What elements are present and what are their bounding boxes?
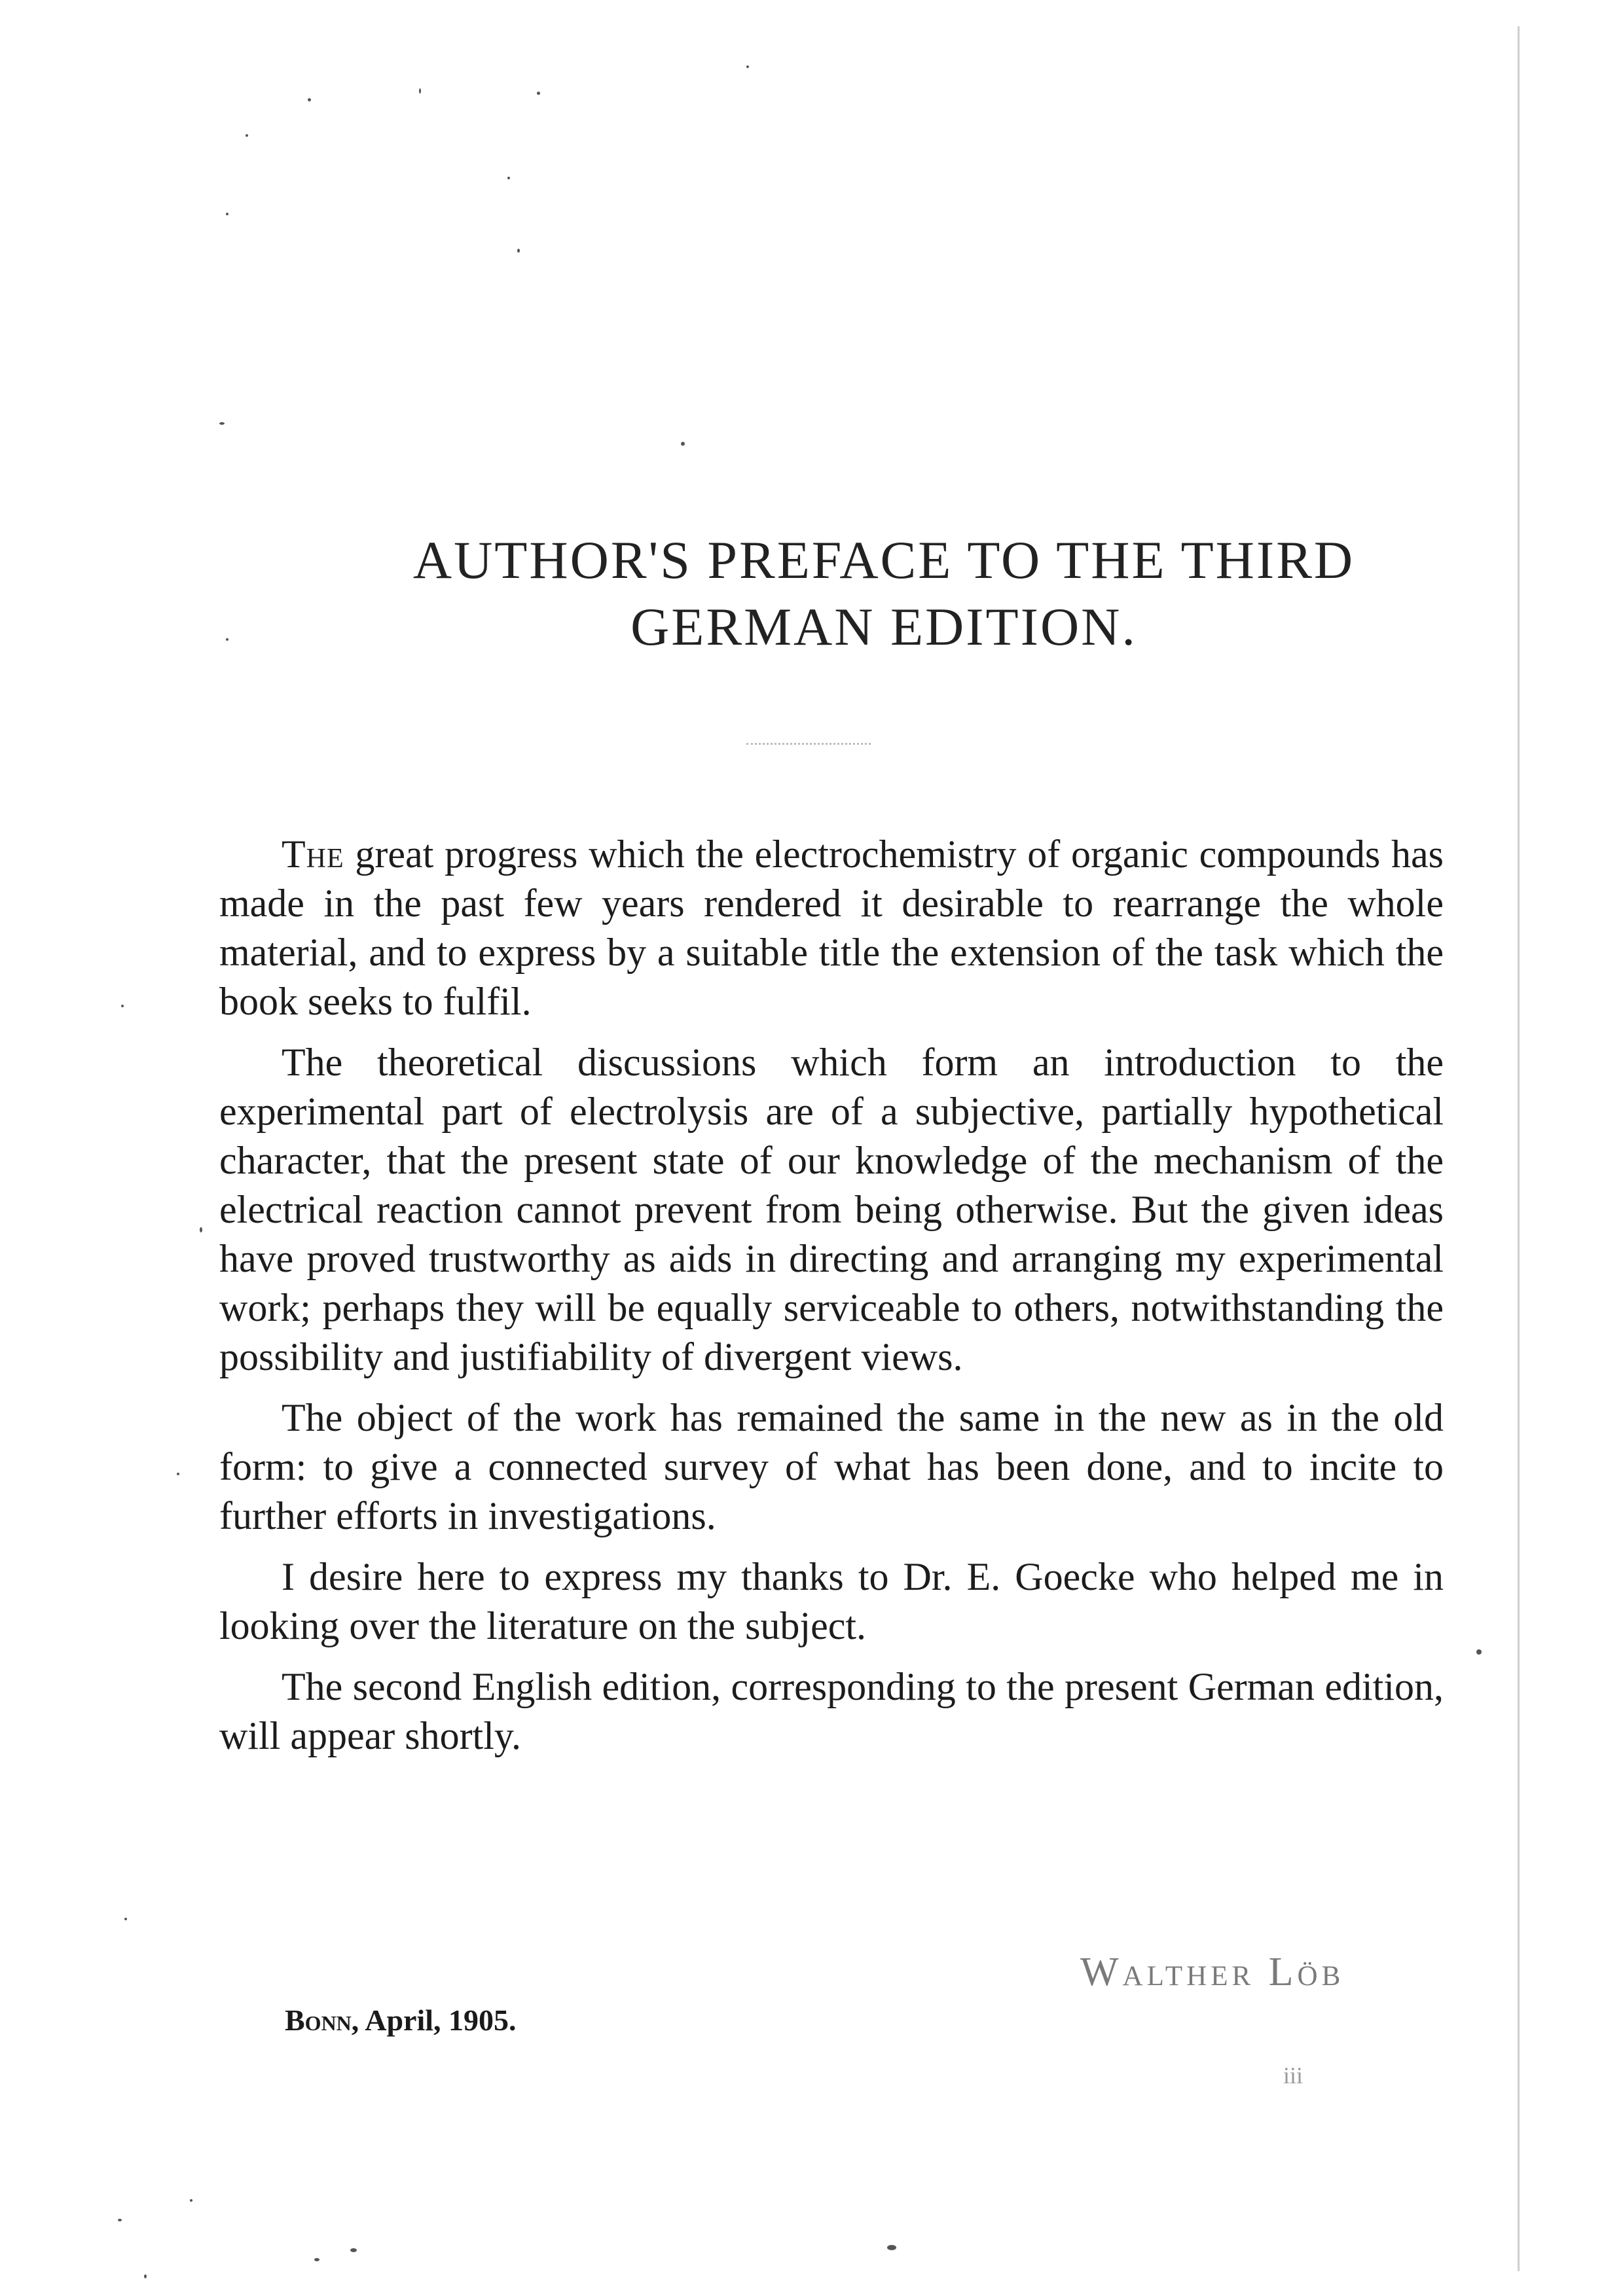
scan-speck (226, 213, 228, 215)
title-separator (746, 743, 871, 745)
page-number: iii (1283, 2062, 1304, 2089)
scan-speck (190, 2199, 192, 2202)
page-title (262, 527, 1506, 660)
dateline-date: , April, 1905. (351, 2003, 517, 2037)
scan-speck (537, 92, 540, 95)
scan-speck (144, 2274, 147, 2278)
scan-speck (200, 1227, 202, 1232)
preface-body (219, 830, 1444, 1772)
dateline (285, 2003, 517, 2037)
paragraph-1 (219, 830, 1444, 1026)
title-line-1: AUTHOR'S PREFACE TO THE THIRD (412, 530, 1355, 590)
page-edge-rule (1518, 26, 1520, 2271)
paragraph-lead: The (282, 833, 344, 876)
paragraph-text: great progress which the electrochemistry of organic compounds has made in the past few years rendered it desirable to rearrange the whole material, and to express by a suitable title the extension of the task which the book seeks to fulfil. (219, 833, 1444, 1023)
title-line-2: GERMAN EDITION. (630, 597, 1137, 656)
scan-speck (1476, 1649, 1482, 1655)
scan-speck (121, 1005, 124, 1007)
paragraph-4 (219, 1552, 1444, 1651)
paragraph-text: The object of the work has remained the same in the new as in the old form: to give a connected survey of what has been done, and to incite to further efforts in investigations. (219, 1396, 1444, 1537)
scan-speck (226, 638, 228, 641)
paragraph-2 (219, 1038, 1444, 1382)
scan-speck (246, 134, 248, 137)
paragraph-3 (219, 1393, 1444, 1541)
scan-speck (118, 2219, 122, 2221)
scan-speck (177, 1473, 179, 1475)
scan-speck (681, 442, 685, 446)
paragraph-text: The theoretical discussions which form an introduction to the experimental part of electrolysis are of a subjective, partially hypothetical character, that the present state of our knowledge of the mechanism of the electrical reaction cannot prevent from being otherwise. But the given ideas have proved trustworthy as aids in directing and arranging my experimental work; perhaps they will be equally serviceable to others, notwithstanding the possibility and justifiability of divergent views. (219, 1041, 1444, 1378)
scan-speck (746, 65, 749, 68)
paragraph-text: I desire here to express my thanks to Dr. E. Goecke who helped me in looking over the literature on the subject. (219, 1555, 1444, 1647)
scan-speck (219, 422, 225, 425)
paragraph-5 (219, 1662, 1444, 1761)
scan-speck (350, 2248, 357, 2252)
scan-speck (887, 2245, 896, 2250)
dateline-place: Bonn (285, 2003, 352, 2037)
scan-speck (124, 1918, 127, 1920)
scan-speck (419, 88, 421, 94)
scan-speck (308, 98, 311, 101)
author-signature: Walther Löb (1080, 1950, 1345, 1994)
paragraph-text: The second English edition, corresponding to the present German edition, will appear shortly. (219, 1665, 1444, 1757)
scan-speck (517, 249, 520, 253)
scan-speck (507, 177, 510, 179)
scan-speck (314, 2258, 319, 2261)
